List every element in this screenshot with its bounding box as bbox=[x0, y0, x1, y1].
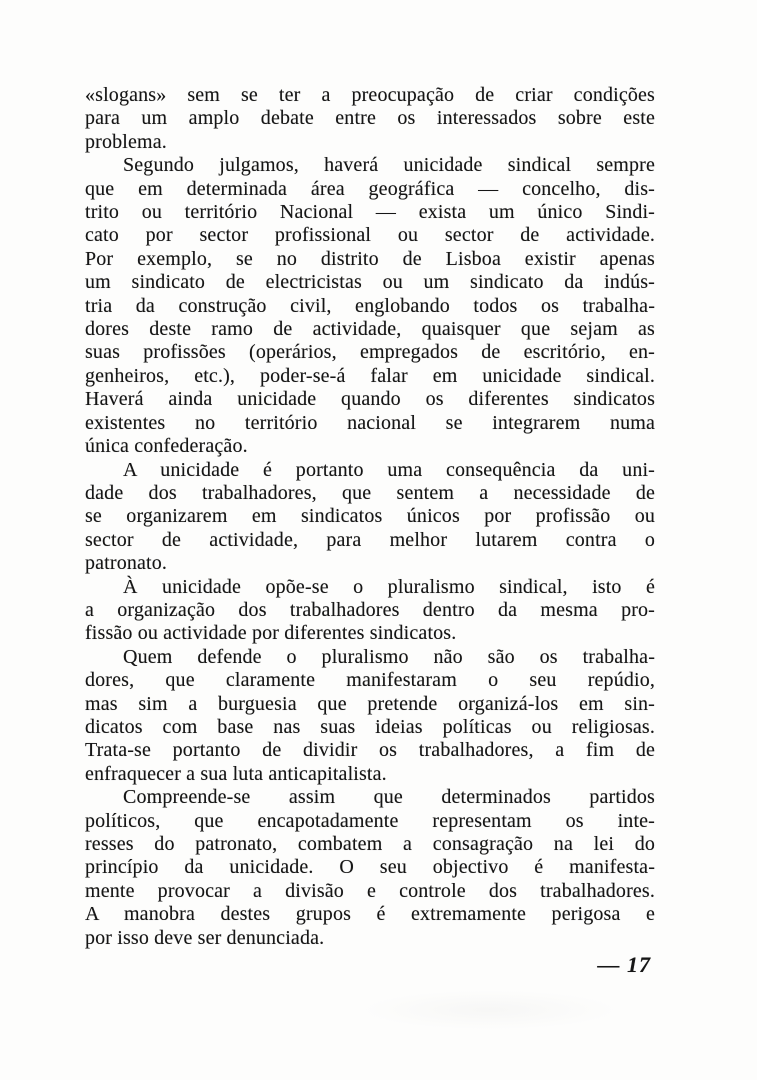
body-text bbox=[85, 84, 655, 950]
text-line: enfraquecer a sua luta anticapitalista. bbox=[85, 762, 387, 785]
paragraph bbox=[85, 576, 655, 646]
text-line: única confederação. bbox=[85, 435, 248, 458]
text-line: políticos, que encapotadamente representam os inte- bbox=[85, 809, 655, 832]
text-line: trito ou território Nacional — exista um único Sindi- bbox=[85, 201, 655, 224]
text-line: Segundo julgamos, haverá unicidade sindical sempre bbox=[123, 154, 655, 177]
text-line: genheiros, etc.), poder-se-á falar em unicidade sindical. bbox=[85, 364, 655, 387]
page-number: — 17 bbox=[597, 952, 651, 977]
text-line: existentes no território nacional se integrarem numa bbox=[85, 411, 655, 434]
paragraph bbox=[85, 646, 655, 786]
text-line: «slogans» sem se ter a preocupação de criar condições bbox=[85, 84, 655, 106]
text-line: A manobra destes grupos é extremamente perigosa e bbox=[85, 903, 655, 926]
text-line: Trata-se portanto de dividir os trabalhadores, a fim de bbox=[85, 739, 655, 762]
text-line: que em determinada área geográfica — concelho, dis- bbox=[85, 177, 655, 200]
text-line: tria da construção civil, englobando todos os trabalha- bbox=[85, 294, 655, 317]
text-line: um sindicato de electricistas ou um sindicato da indús- bbox=[85, 271, 655, 294]
text-line: Quem defende o pluralismo não são os trabalha- bbox=[123, 645, 655, 668]
scan-smudge bbox=[360, 990, 620, 1030]
text-line: dores deste ramo de actividade, quaisquer que sejam as bbox=[85, 318, 655, 341]
text-line: cato por sector profissional ou sector de actividade. bbox=[85, 224, 655, 247]
text-line: fissão ou actividade por diferentes sindicatos. bbox=[85, 622, 457, 645]
text-line: dores, que claramente manifestaram o seu repúdio, bbox=[85, 669, 655, 692]
text-line: resses do patronato, combatem a consagração na lei do bbox=[85, 833, 655, 855]
paragraph bbox=[85, 84, 655, 154]
text-line: por isso deve ser denunciada. bbox=[85, 926, 325, 949]
paragraph bbox=[85, 154, 655, 458]
paragraph bbox=[85, 459, 655, 576]
text-line: A unicidade é portanto uma consequência da uni- bbox=[123, 458, 655, 481]
text-line: Haverá ainda unicidade quando os diferentes sindicatos bbox=[85, 388, 655, 411]
text-line: sector de actividade, para melhor lutarem contra o bbox=[85, 528, 655, 551]
text-line: Compreende-se assim que determinados partidos bbox=[123, 786, 655, 809]
text-line: a organização dos trabalhadores dentro da mesma pro- bbox=[85, 598, 655, 621]
text-line: se organizarem em sindicatos únicos por profissão ou bbox=[85, 505, 655, 528]
text-line: mente provocar a divisão e controle dos trabalhadores. bbox=[85, 879, 655, 902]
text-line: À unicidade opõe-se o pluralismo sindical, isto é bbox=[123, 575, 655, 598]
text-line: para um amplo debate entre os interessados sobre este bbox=[85, 107, 655, 130]
text-line: dade dos trabalhadores, que sentem a necessidade de bbox=[85, 481, 655, 504]
text-line: patronato. bbox=[85, 552, 168, 575]
text-line: dicatos com base nas suas ideias políticas ou religiosas. bbox=[85, 715, 655, 738]
paragraph bbox=[85, 786, 655, 950]
text-line: suas profissões (operários, empregados de escritório, en- bbox=[85, 341, 655, 364]
text-line: problema. bbox=[85, 130, 167, 153]
text-line: princípio da unicidade. O seu objectivo é manifesta- bbox=[85, 856, 655, 879]
text-line: Por exemplo, se no distrito de Lisboa existir apenas bbox=[85, 247, 655, 270]
text-line: mas sim a burguesia que pretende organizá-los em sin- bbox=[85, 692, 655, 715]
